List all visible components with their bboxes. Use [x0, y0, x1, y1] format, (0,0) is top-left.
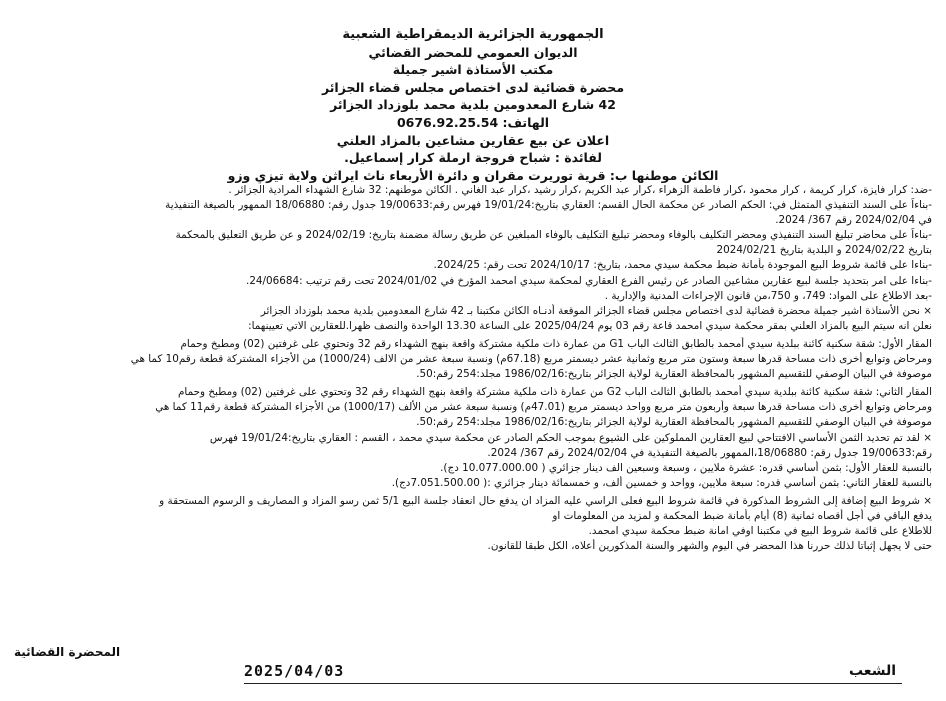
header-bailiff-name: مكتب الأستاذة اشير جميلة	[392, 62, 554, 78]
sale-conditions-line: × شروط البيع إضافة إلى الشروط المذكورة في قائمة شروط البيع فعلى الراسي عليه المزاد ان يدفع حال انعقاد جلسة البيع 5/1 ثمن رسو المزاد و المصاريف و الرسوم المستحقة و	[159, 494, 932, 507]
base-price-line: رقم:19/00633 جدول رقم: 18/06880،الممهور بالصيغة التنفيذية في 2024/02/04 رقم 367/ 2024.	[487, 446, 932, 459]
signature-label: المحضرة القضائية	[14, 645, 121, 659]
body-line: × نحن الأستاذة اشير جميلة محضرة قضائية لدى اختصاص مجلس قضاء الجزائر الموقعة أدنـاه الكائن مكتبنا بـ 42 شارع المعدومين بلدية محمد بلوزداد الجزائر	[260, 304, 932, 317]
defendants-line: -ضد: كرار فايزة، كرار كريمة ، كرار محمود ،كرار فاطمة الزهراء ،كرار عبد الكريم ،كرار رشيد ،كرار عبد الغاني . الكائن موطنهم: 32 شارع الشهداء المرادية الجزائر .	[228, 184, 932, 196]
notice-header	[0, 26, 946, 184]
notice-body	[14, 183, 932, 554]
base-price-line: × لقد تم تحديد الثمن الأساسي الافتتاحي لبيع العقارين المملوكين على الشيوع بموجب الحكم الصادر عن محكمة سيدي محمد ، القسم : العقاري بتاريخ:19/01/24 فهرس	[209, 431, 932, 444]
body-line: بتاريخ 2024/02/22 و البلدية بتاريخ 2024/02/21	[716, 244, 932, 257]
body-line: -بعد الاطلاع على المواد: 749، و 750،من قانون الإجراءات المدنية والإدارية .	[604, 289, 932, 302]
header-address: 42 شارع المعدومين بلدية محمد بلوزداد الجزائر	[330, 97, 616, 113]
property-one-line: ومرحاض وتوابع أخرى ذات مساحة قدرها سبعة وستون متر مربع وثمانية عشر ديسمتر مربع (67.18م) ونسبة سبعة عشر من الالف (1000/24) من الأجزاء المشتركة قطعة رقم10 كما هي	[130, 353, 932, 366]
price-property-one: بالنسبة للعقار الأول: بثمن أساسي قدره: عشرة ملايين ، وسبعة وسبعين الف دينار جزائري ( 10.077.000.00 دج).	[440, 461, 932, 474]
body-line: نعلن انه سيتم البيع بالمزاد العلني بمقر محكمة سيدي امحمد قاعة رقم 03 يوم 2025/04/24 على الساعة 13.30 الواحدة والنصف ظهرا.للعقارين الاتي تعيينهما:	[248, 319, 932, 332]
newspaper-footer	[244, 655, 902, 684]
header-office: الديوان العمومي للمحضر القضائي	[368, 44, 578, 60]
beneficiary: لفائدة : شباح فروجة ارملة كرار إسماعيل.	[344, 150, 602, 166]
notice-title: اعلان عن بيع عقارين مشاعين بالمزاد العلني	[336, 132, 610, 148]
sale-conditions-line: يدفع الباقي في أجل أقصاه ثمانية (8) أيام بأمانة ضبط المحكمة و لمزيد من المعلومات او	[552, 509, 932, 522]
body-line: -بناءاً على السند التنفيذي المتمثل في: الحكم الصادر عن محكمة الحال القسم: العقاري بتاريخ:19/01/24 فهرس رقم:19/00633 جدول رقم: 18/06880 الممهور بالصيغة التنفيذية	[165, 199, 932, 212]
price-property-two: بالنسبة للعقار الثاني: بثمن أساسي قدره: سبعة ملايين، وواحد و خمسين ألف، و خمسمائة دينار جزائري :( 7.051.500.00دج).	[391, 476, 932, 489]
body-line: في 2024/02/04 رقم 367/ 2024.	[775, 214, 932, 227]
property-one-line: المقار الأول: شقة سكنية كائنة ببلدية سيدي أمحمد بالطابق الثالث الباب G1 من عمارة ذات ملكية مشتركة واقعة بنهج الشهداء رقم 32 وتحتوي على غرفتين (02) ومطبخ وحمام	[180, 337, 932, 350]
property-two-line: ومرحاض وتوابع أخرى ذات مساحة قدرها سبعة وأربعون متر مربع وواحد ديسمتر مربع (47.01م) ونسبة سبعة عشر من الألف (1000/17) من الأجزاء المشتركة قطعة رقم11 كما هي	[155, 401, 932, 414]
publication-date: 2025/04/03	[244, 662, 345, 680]
header-jurisdiction: محضرة قضائية لدى اختصاص مجلس قضاء الجزائر	[321, 79, 625, 95]
property-two-line: موصوفة في البيان الوصفي للتقسيم المشهور بالمحافظة العقارية لولاية الجزائر بتاريخ:1986/02/16 مجلد:254 رقم:50.	[416, 416, 932, 429]
property-two-line: المقار الثاني: شقة سكنية كائنة ببلدية سيدي أمحمد بالطابق الثالث الباب G2 من عمارة ذات ملكية مشتركة واقعة بنهج الشهداء رقم 32 وتحتوي على غرفتين (02) ومطبخ وحمام	[177, 386, 932, 399]
closing-line: حتى لا يجهل إثباتا لذلك حررنا هذا المحضر في اليوم والشهر والسنة المذكورين أعلاه، الكل طبقا للقانون.	[487, 540, 932, 553]
header-republic: الجمهورية الجزائرية الديمقراطية الشعبية	[342, 27, 604, 42]
newspaper-name: الشعب	[848, 663, 896, 679]
sale-conditions-line: للاطلاع على قائمة شروط البيع في مكتبنا اوفي امانة ضبط محكمة سيدي امحمد.	[588, 525, 932, 538]
body-line: -بناءاً على محاضر تبليغ السند التنفيذي ومحضر التكليف بالوفاء ومحضر تبليغ التكليف بالوفاء المبلغين عن طريق رسالة مضمنة بتاريخ: 2024/02/19 و عن طريق التعليق بالمحكمة	[175, 229, 932, 242]
property-one-line: موصوفة في البيان الوصفي للتقسيم المشهور بالمحافظة العقارية لولاية الجزائر بتاريخ:1986/02/16 مجلد:254 رقم:50.	[416, 368, 932, 381]
beneficiary-address: الكائن موطنها ب: قرية توريرت مقران و دائرة الأربعاء ناث ايراثن ولاية تيزي وزو	[227, 167, 719, 183]
body-line: -بناءا على قائمة شروط البيع الموجودة بأمانة ضبط محكمة سيدي محمد، بتاريخ: 2024/10/17 تحت رقم: 2024/25.	[433, 259, 932, 272]
body-line: -بناءا على امر بتحديد جلسة لبيع عقارين مشاعين الصادر عن رئيس الفرع العقاري لمحكمة سيدي امحمد المؤرخ في 2024/01/02 تحت رقم ترتيب :24/06684.	[246, 274, 932, 287]
header-phone: الهاتف: 0676.92.25.54	[396, 114, 550, 130]
